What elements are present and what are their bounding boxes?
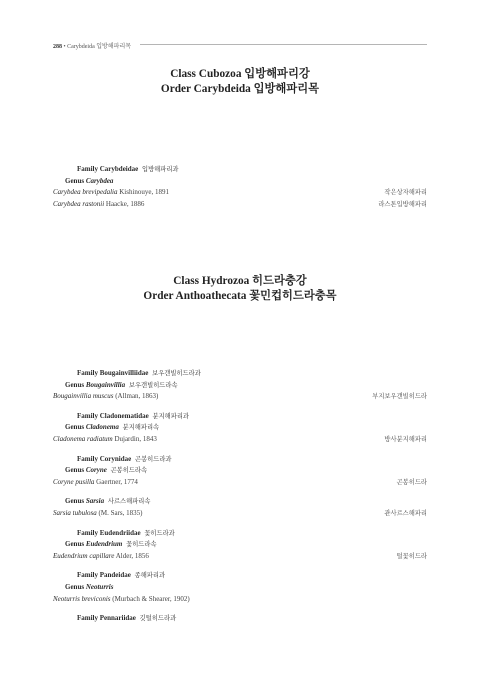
family-name: Family Corynidae <box>77 454 132 463</box>
family-name: Family Eudendriidae <box>77 528 141 537</box>
species-author: (Murbach & Shearer, 1902) <box>112 594 190 603</box>
genus-korean: 분지해파리속 <box>122 424 160 432</box>
species-common-name: 곤봉히드라 <box>396 478 427 486</box>
species-name: Bougainvillia muscus <box>53 392 114 401</box>
genus-name: Bougainvillia <box>85 380 126 389</box>
genus-prefix: Genus <box>65 582 85 591</box>
species-name: Eudendrium capillare <box>53 551 115 560</box>
species-row <box>53 391 427 403</box>
species-name: Carybdea rastonii <box>53 199 105 208</box>
spacer <box>53 446 427 454</box>
class-heading: Class Hydrozoa 히드라충강 <box>173 275 307 287</box>
species-author: Haacke, 1886 <box>105 199 145 208</box>
species-name: Coryne pusilla <box>53 477 95 486</box>
family-korean: 분지해파리과 <box>152 412 189 420</box>
species-author: Kishinouye, 1891 <box>119 188 170 197</box>
family-row <box>53 368 427 380</box>
header-rule <box>140 44 427 45</box>
family-row <box>53 528 427 540</box>
genus-prefix: Genus <box>65 540 85 549</box>
genus-prefix: Genus <box>65 423 85 432</box>
family-korean: 곤봉히드라과 <box>135 455 172 463</box>
family-row <box>53 454 427 466</box>
genus-row <box>53 539 427 551</box>
family-name: Family Cladonematidae <box>77 411 149 420</box>
spacer <box>53 520 427 528</box>
genus-korean: 꽃히드라속 <box>126 541 157 549</box>
species-common-name: 털꽃히드라 <box>396 552 427 560</box>
genus-row <box>53 176 427 188</box>
family-korean: 보우갠빌히드라과 <box>152 370 201 377</box>
genus-row <box>53 496 427 508</box>
family-row <box>53 411 427 423</box>
species-name: Neoturris breviconis <box>53 594 111 603</box>
species-row <box>53 508 427 520</box>
family-row <box>53 164 427 176</box>
family-korean: 깃털히드라과 <box>139 615 177 623</box>
spacer <box>53 488 427 496</box>
family-korean: 종해파리과 <box>134 572 166 580</box>
species-common-name: 작은상자해파리 <box>384 189 427 197</box>
genus-korean: 보우갠빌히드라속 <box>128 381 178 389</box>
species-row <box>53 199 427 211</box>
running-header <box>53 41 131 50</box>
genus-korean: 곤봉히드라속 <box>110 467 148 475</box>
species-row <box>53 477 427 489</box>
family-name: Family Pandeidae <box>77 571 131 580</box>
genus-prefix: Genus <box>65 380 85 389</box>
species-author: (Allman, 1863) <box>115 392 159 401</box>
genus-name: Eudendrium <box>85 540 123 549</box>
species-name: Cladonema radiatum <box>53 434 113 443</box>
genus-name: Coryne <box>85 466 107 475</box>
species-name: Sarsia tubulosa <box>53 508 97 517</box>
taxon-list-hydrozoa <box>53 368 427 625</box>
species-row <box>53 594 427 606</box>
family-korean: 입방해파리과 <box>142 166 179 173</box>
species-author: Dujardin, 1843 <box>114 434 157 443</box>
genus-row <box>53 465 427 477</box>
species-common-name: 라스톤입방해파리 <box>378 200 427 208</box>
genus-prefix: Genus <box>65 176 85 185</box>
species-row <box>53 187 427 199</box>
genus-prefix: Genus <box>65 466 85 475</box>
species-name: Carybdea brevipedalia <box>53 188 118 197</box>
section-heading-hydrozoa <box>0 274 480 304</box>
family-name: Family Bougainvilliidae <box>77 369 149 377</box>
species-row <box>53 434 427 446</box>
genus-prefix: Genus <box>65 497 85 506</box>
species-author: (M. Sars, 1835) <box>98 508 143 517</box>
spacer <box>53 562 427 570</box>
genus-korean: 사르스해파리속 <box>107 498 151 506</box>
genus-name: Sarsia <box>85 497 105 506</box>
family-row <box>53 570 427 582</box>
spacer <box>53 403 427 411</box>
species-author: Gaertner, 1774 <box>96 477 138 486</box>
taxon-list-cubozoa <box>53 164 427 210</box>
running-title: Carybdeida 입방해파리목 <box>67 44 132 50</box>
header-bullet: • <box>63 44 66 50</box>
genus-name: Neoturris <box>85 582 114 591</box>
species-common-name: 관사르스해파리 <box>384 509 427 517</box>
genus-name: Carybdea <box>85 176 114 185</box>
family-row <box>53 613 427 625</box>
family-korean: 꽃히드라과 <box>144 529 175 537</box>
species-author: Alder, 1856 <box>115 551 149 560</box>
genus-name: Cladonema <box>85 423 119 432</box>
genus-row <box>53 422 427 434</box>
page-number: 288 <box>53 44 62 50</box>
species-row <box>53 551 427 563</box>
order-heading: Order Carybdeida 입방해파리목 <box>160 83 320 95</box>
family-name: Family Pennariidae <box>77 614 136 623</box>
species-common-name: 방사분지해파리 <box>384 435 427 443</box>
species-common-name: 부지보우갠빌히드라 <box>372 393 427 401</box>
family-name: Family Carybdeidae <box>77 165 139 173</box>
spacer <box>53 605 427 613</box>
genus-row <box>53 380 427 392</box>
order-heading: Order Anthoathecata 꽃민컵히드라충목 <box>143 290 337 302</box>
section-heading-cubozoa <box>0 67 480 97</box>
genus-row <box>53 582 427 594</box>
class-heading: Class Cubozoa 입방해파리강 <box>170 68 310 80</box>
